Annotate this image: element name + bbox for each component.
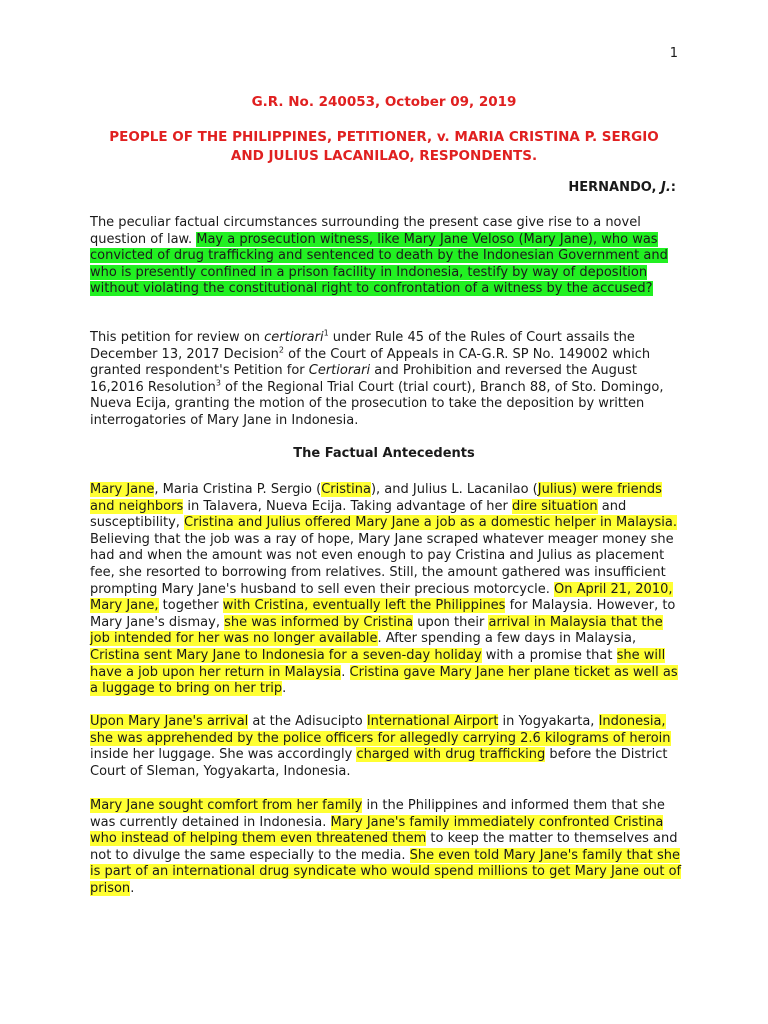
- text-italic: certiorari: [264, 330, 324, 345]
- text-segment: under Rule 45 of the Rules of Court assails the December 13, 2017 Decision: [90, 330, 635, 362]
- highlight-yellow: She even told Mary Jane's family that she is part of an international drug syndicate who would spend millions to get Mary Jane out of prison: [90, 847, 682, 896]
- text-segment: in Yogyakarta,: [498, 714, 599, 729]
- footnote-ref-1[interactable]: 1: [323, 328, 329, 338]
- text-segment: together: [158, 598, 223, 614]
- text-segment: .: [341, 664, 350, 680]
- case-number: G.R. No. 240053, October 09, 2019: [251, 94, 517, 110]
- text-segment: with a promise that: [481, 647, 617, 663]
- highlight-yellow: with Cristina, eventually left the Philippines: [222, 598, 506, 614]
- highlight-yellow: Indonesia, she was apprehended by the police officers for allegedly carrying 2.6 kilograms of heroin: [90, 714, 671, 746]
- paragraph-question-of-law: [90, 215, 682, 298]
- case-title: PEOPLE OF THE PHILIPPINES, PETITIONER, v. MARIA CRISTINA P. SERGIO AND JULIUS LACANILAO, RESPONDENTS.: [109, 129, 659, 164]
- text-segment: , Maria Cristina P. Sergio (: [154, 482, 322, 497]
- text-segment: . After spending a few days in Malaysia,: [377, 631, 637, 647]
- text-segment: ), and Julius L. Lacanilao (: [370, 482, 538, 497]
- highlight-yellow: Cristina sent Mary Jane to Indonesia for a seven-day holiday: [90, 647, 482, 663]
- highlight-green: May a prosecution witness, like Mary Jane Veloso (Mary Jane), who was convicted of drug trafficking and sentenced to death by the Indonesian Government and who is presently confined in a prison facility in Indonesia, testify by way of deposition without violating the constitutional right to confrontation of a witness by the accused?: [90, 231, 668, 297]
- text-segment: in the Philippines and informed them that she was currently detained in Indonesia.: [90, 798, 665, 830]
- highlight-yellow: arrival in Malaysia that the job intended for her was no longer available: [90, 614, 663, 647]
- highlight-yellow: Cristina: [321, 482, 371, 497]
- highlight-yellow: dire situation: [512, 498, 598, 514]
- text-segment: inside her luggage. She was accordingly: [90, 747, 357, 763]
- footnote-ref-3[interactable]: 3: [215, 378, 221, 388]
- highlight-yellow: Mary Jane sought comfort from her family: [90, 798, 363, 813]
- highlight-yellow: Mary Jane: [90, 482, 155, 497]
- text-segment: .: [130, 880, 135, 896]
- highlight-yellow: she will have a job upon her return in Malaysia: [90, 647, 666, 680]
- text-segment: and Prohibition and reversed the August 16,2016 Resolution: [90, 363, 638, 395]
- highlight-yellow: Cristina and Julius offered Mary Jane a job as a domestic helper in Malaysia.: [184, 515, 677, 531]
- text-segment: The peculiar factual circumstances surrounding the present case give rise to a novel question of law.: [90, 215, 641, 247]
- paragraph-antecedents: [90, 482, 682, 698]
- text-segment: of the Regional Trial Court (trial court), Branch 88, of Sto. Domingo, Nueva Ecija, granting the motion of the prosecution to take the deposition by written interrogatories of Mary Jane in Indonesia.: [90, 379, 664, 428]
- highlight-yellow: charged with drug trafficking: [356, 747, 546, 763]
- highlight-yellow: On April 21, 2010, Mary Jane,: [90, 581, 673, 614]
- highlight-yellow: Upon Mary Jane's arrival: [90, 714, 249, 729]
- text-segment: and susceptibility,: [90, 498, 627, 531]
- highlight-yellow: Julius) were friends and neighbors: [90, 482, 662, 514]
- judge-name: HERNANDO,: [568, 180, 657, 195]
- text-segment: for Malaysia. However, to Mary Jane's dismay,: [90, 598, 676, 630]
- paragraph-petition: [90, 330, 682, 430]
- page-number: 1: [669, 46, 678, 61]
- text-italic: Certiorari: [308, 363, 371, 379]
- paragraph-family: [90, 798, 682, 898]
- text-segment: Believing that the job was a ray of hope, Mary Jane scraped whatever meager money she had and when the amount was not even enough to pay Cristina and Julius as placement fee, she resorted to borrowing from relatives. Still, the amount gathered was insufficient prompting Mary Jane's husband to sell even their precious motorcycle.: [90, 531, 674, 597]
- highlight-yellow: International Airport: [366, 714, 499, 729]
- footnote-ref-2[interactable]: 2: [278, 345, 285, 355]
- text-segment: before the District Court of Sleman, Yogyakarta, Indonesia.: [90, 747, 668, 779]
- judge-suffix: J.: [661, 180, 671, 195]
- text-segment: in Talavera, Nueva Ecija. Taking advantage of her: [183, 498, 513, 514]
- highlight-yellow: Mary Jane's family immediately confronted Cristina who instead of helping them even threatened them: [90, 814, 664, 847]
- text-segment: .: [282, 681, 287, 697]
- judge-colon: :: [670, 180, 676, 195]
- ponente: [568, 180, 676, 195]
- paragraph-arrest: [90, 714, 682, 780]
- text-segment: of the Court of Appeals in CA-G.R. SP No. 149002 which granted respondent's Petition for: [90, 346, 651, 379]
- section-heading: The Factual Antecedents: [293, 446, 475, 461]
- text-segment: at the Adisucipto: [248, 714, 367, 729]
- text-segment: This petition for review on: [90, 330, 265, 345]
- text-segment: to keep the matter to themselves and not to divulge the same especially to the media.: [90, 831, 678, 863]
- text-segment: upon their: [413, 614, 489, 630]
- highlight-yellow: she was informed by Cristina: [224, 614, 414, 630]
- highlight-yellow: Cristina gave Mary Jane her plane ticket as well as a luggage to bring on her trip: [90, 664, 678, 697]
